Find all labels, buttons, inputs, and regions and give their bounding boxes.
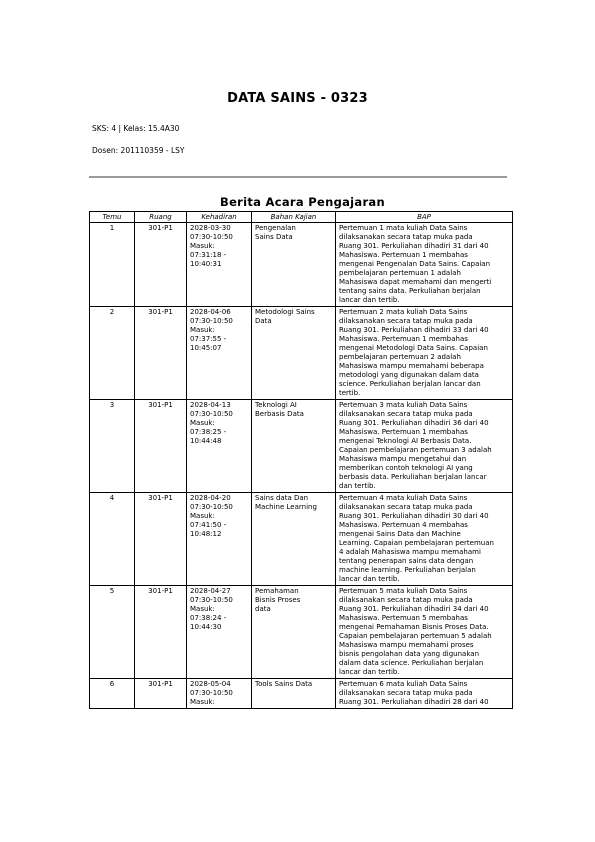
- kehadiran-cell-line: 07:37:55 -: [190, 335, 227, 343]
- bap-cell-line: Pertemuan 3 mata kuliah Data Sains: [339, 401, 468, 409]
- kehadiran-cell-line: Masuk:: [190, 605, 215, 613]
- bap-cell-line: Ruang 301. Perkuliahan dihadiri 30 dari 40: [339, 512, 489, 520]
- kehadiran-cell-line: 2028-03-30: [190, 224, 231, 232]
- bahan-kajian-cell: [252, 493, 336, 586]
- bahan-kajian-cell-line: Pengenalan: [255, 224, 296, 232]
- kehadiran-cell-line: 10:44:30: [190, 623, 222, 631]
- bahan-kajian-cell-line: Data: [255, 317, 272, 325]
- table-row: [90, 223, 513, 307]
- kehadiran-cell-line: Masuk:: [190, 326, 215, 334]
- bap-cell-line: Ruang 301. Perkuliahan dihadiri 31 dari 40: [339, 242, 489, 250]
- kehadiran-cell-line: 07:41:50 -: [190, 521, 227, 529]
- table-row: [90, 307, 513, 400]
- bap-cell-line: Ruang 301. Perkuliahan dihadiri 28 dari 40: [339, 698, 489, 706]
- ruang-cell: 301-P1: [135, 400, 187, 493]
- kehadiran-cell: [187, 586, 252, 679]
- bap-cell-line: Pertemuan 2 mata kuliah Data Sains: [339, 308, 468, 316]
- section-title: Berita Acara Pengajaran: [220, 195, 385, 209]
- ruang-cell: 301-P1: [135, 493, 187, 586]
- bap-cell-line: dilaksanakan secara tatap muka pada: [339, 689, 473, 697]
- bap-cell-line: mengenai Teknologi AI Berbasis Data.: [339, 437, 472, 445]
- bap-cell-line: machine learning. Perkuliahan berjalan: [339, 566, 476, 574]
- table-row: [90, 586, 513, 679]
- bap-cell-line: 4 adalah Mahasiswa mampu memahami: [339, 548, 481, 556]
- bahan-kajian-cell: [252, 679, 336, 709]
- bap-cell-line: dilaksanakan secara tatap muka pada: [339, 503, 473, 511]
- bahan-kajian-cell: [252, 586, 336, 679]
- bap-cell-line: Ruang 301. Perkuliahan dihadiri 36 dari 40: [339, 419, 489, 427]
- kehadiran-cell-line: 07:38:25 -: [190, 428, 227, 436]
- kehadiran-cell-line: 07:38:24 -: [190, 614, 227, 622]
- bap-cell-line: Learning. Capaian pembelajaran pertemuan: [339, 539, 494, 547]
- bap-cell-line: Mahasiswa. Pertemuan 1 membahas: [339, 428, 468, 436]
- temu-cell: 2: [90, 307, 135, 400]
- kehadiran-cell-line: 10:44:48: [190, 437, 222, 445]
- bap-cell-line: pembelajaran pertemuan 2 adalah: [339, 353, 461, 361]
- bap-cell-line: Mahasiswa mampu memahami beberapa: [339, 362, 484, 370]
- table-body: [90, 223, 513, 709]
- kehadiran-cell-line: 07:30-10:50: [190, 503, 233, 511]
- kehadiran-cell-line: 07:30-10:50: [190, 233, 233, 241]
- kehadiran-cell-line: Masuk:: [190, 698, 215, 706]
- bap-cell-line: Mahasiswa. Pertemuan 4 membahas: [339, 521, 468, 529]
- bahan-kajian-cell-line: Sains data Dan: [255, 494, 309, 502]
- header-temu: Temu: [90, 212, 135, 223]
- kehadiran-cell-line: 2028-04-20: [190, 494, 231, 502]
- bap-cell-line: science. Perkuliahan berjalan lancar dan: [339, 380, 481, 388]
- table-row: [90, 679, 513, 709]
- bahan-kajian-cell-line: Machine Learning: [255, 503, 317, 511]
- bap-cell-line: Capaian pembelajaran pertemuan 3 adalah: [339, 446, 492, 454]
- table-row: [90, 493, 513, 586]
- bahan-kajian-cell-line: Metodologi Sains: [255, 308, 315, 316]
- bap-cell-line: dilaksanakan secara tatap muka pada: [339, 410, 473, 418]
- bap-cell-line: lancar dan tertib.: [339, 575, 400, 583]
- bahan-kajian-cell-line: Berbasis Data: [255, 410, 304, 418]
- kehadiran-cell-line: Masuk:: [190, 419, 215, 427]
- kehadiran-cell-line: 2028-04-13: [190, 401, 231, 409]
- bap-cell-line: tentang penerapan sains data dengan: [339, 557, 474, 565]
- bap-cell-line: Capaian pembelajaran pertemuan 5 adalah: [339, 632, 492, 640]
- temu-cell: 1: [90, 223, 135, 307]
- bap-cell-line: Ruang 301. Perkuliahan dihadiri 33 dari 40: [339, 326, 489, 334]
- bap-cell-line: memberikan contoh teknologi AI yang: [339, 464, 473, 472]
- kehadiran-cell-line: 2028-05-04: [190, 680, 231, 688]
- bap-cell-line: Pertemuan 1 mata kuliah Data Sains: [339, 224, 468, 232]
- kehadiran-cell-line: 10:48:12: [190, 530, 222, 538]
- sks-kelas-line: SKS: 4 | Kelas: 15.4A30: [92, 124, 180, 133]
- bap-cell-line: dilaksanakan secara tatap muka pada: [339, 596, 473, 604]
- kehadiran-cell: [187, 223, 252, 307]
- bap-cell: [336, 586, 513, 679]
- ruang-cell: 301-P1: [135, 307, 187, 400]
- bap-cell-line: Ruang 301. Perkuliahan dihadiri 34 dari 40: [339, 605, 489, 613]
- bap-cell: [336, 307, 513, 400]
- bap-cell-line: Mahasiswa mampu mengetahui dan: [339, 455, 467, 463]
- kehadiran-cell-line: 10:45:07: [190, 344, 222, 352]
- bahan-kajian-cell-line: Tools Sains Data: [255, 680, 313, 688]
- table-header-row: [90, 212, 513, 223]
- bahan-kajian-cell: [252, 223, 336, 307]
- bap-cell-line: lancar dan tertib.: [339, 668, 400, 676]
- bap-cell-line: Mahasiswa. Pertemuan 1 membahas: [339, 335, 468, 343]
- bap-cell-line: Pertemuan 6 mata kuliah Data Sains: [339, 680, 468, 688]
- kehadiran-cell-line: 07:30-10:50: [190, 410, 233, 418]
- kehadiran-cell: [187, 493, 252, 586]
- document-title: DATA SAINS - 0323: [227, 91, 368, 106]
- bap-cell-line: bisnis pengolahan data yang digunakan: [339, 650, 480, 658]
- dosen-line: Dosen: 201110359 - LSY: [92, 146, 185, 155]
- bap-cell-line: dan tertib.: [339, 482, 376, 490]
- bahan-kajian-cell-line: data: [255, 605, 271, 613]
- bahan-kajian-cell-line: Sains Data: [255, 233, 293, 241]
- kehadiran-cell: [187, 307, 252, 400]
- bap-cell-line: Mahasiswa dapat memahami dan mengerti: [339, 278, 492, 286]
- bap-cell-line: mengenai Metodologi Data Sains. Capaian: [339, 344, 488, 352]
- bap-cell: [336, 223, 513, 307]
- temu-cell: 4: [90, 493, 135, 586]
- temu-cell: 6: [90, 679, 135, 709]
- bahan-kajian-cell: [252, 307, 336, 400]
- kehadiran-cell-line: 07:30-10:50: [190, 317, 233, 325]
- kehadiran-cell-line: 07:31:18 -: [190, 251, 227, 259]
- table-row: [90, 400, 513, 493]
- bap-cell-line: Mahasiswa. Pertemuan 5 membahas: [339, 614, 468, 622]
- temu-cell: 3: [90, 400, 135, 493]
- bap-cell: [336, 679, 513, 709]
- bahan-kajian-cell: [252, 400, 336, 493]
- bap-cell-line: pembelajaran pertemuan 1 adalah: [339, 269, 461, 277]
- kehadiran-cell-line: 2028-04-06: [190, 308, 231, 316]
- ruang-cell: 301-P1: [135, 679, 187, 709]
- bap-table: [89, 211, 513, 709]
- header-bap: BAP: [336, 212, 513, 223]
- bap-cell-line: tertib.: [339, 389, 361, 397]
- bap-cell-line: Pertemuan 5 mata kuliah Data Sains: [339, 587, 468, 595]
- kehadiran-cell-line: Masuk:: [190, 242, 215, 250]
- bap-cell-line: mengenai Sains Data dan Machine: [339, 530, 461, 538]
- bap-cell: [336, 493, 513, 586]
- kehadiran-cell: [187, 400, 252, 493]
- bahan-kajian-cell-line: Pemahaman: [255, 587, 299, 595]
- bap-cell-line: dilaksanakan secara tatap muka pada: [339, 233, 473, 241]
- header-ruang: Ruang: [135, 212, 187, 223]
- kehadiran-cell-line: 2028-04-27: [190, 587, 231, 595]
- kehadiran-cell-line: Masuk:: [190, 512, 215, 520]
- header-bahan-kajian: Bahan Kajian: [252, 212, 336, 223]
- bap-cell-line: tentang sains data. Perkuliahan berjalan: [339, 287, 481, 295]
- bahan-kajian-cell-line: Teknologi AI: [255, 401, 297, 409]
- ruang-cell: 301-P1: [135, 223, 187, 307]
- bahan-kajian-cell-line: Bisnis Proses: [255, 596, 301, 604]
- bap-cell-line: dilaksanakan secara tatap muka pada: [339, 317, 473, 325]
- temu-cell: 5: [90, 586, 135, 679]
- kehadiran-cell-line: 07:30-10:50: [190, 689, 233, 697]
- bap-cell-line: Pertemuan 4 mata kuliah Data Sains: [339, 494, 468, 502]
- bap-cell-line: dalam data science. Perkuliahan berjalan: [339, 659, 484, 667]
- bap-cell-line: Mahasiswa. Pertemuan 1 membahas: [339, 251, 468, 259]
- bap-cell-line: metodologi yang digunakan dalam data: [339, 371, 479, 379]
- bap-cell-line: Mahasiswa mampu memahami proses: [339, 641, 474, 649]
- divider: [89, 176, 507, 178]
- bap-cell-line: lancar dan tertib.: [339, 296, 400, 304]
- kehadiran-cell: [187, 679, 252, 709]
- header-kehadiran: Kehadiran: [187, 212, 252, 223]
- bap-cell: [336, 400, 513, 493]
- bap-cell-line: mengenai Pengenalan Data Sains. Capaian: [339, 260, 491, 268]
- kehadiran-cell-line: 07:30-10:50: [190, 596, 233, 604]
- bap-cell-line: berbasis data. Perkuliahan berjalan lancar: [339, 473, 487, 481]
- kehadiran-cell-line: 10:40:31: [190, 260, 222, 268]
- bap-cell-line: mengenai Pemahaman Bisnis Proses Data.: [339, 623, 489, 631]
- ruang-cell: 301-P1: [135, 586, 187, 679]
